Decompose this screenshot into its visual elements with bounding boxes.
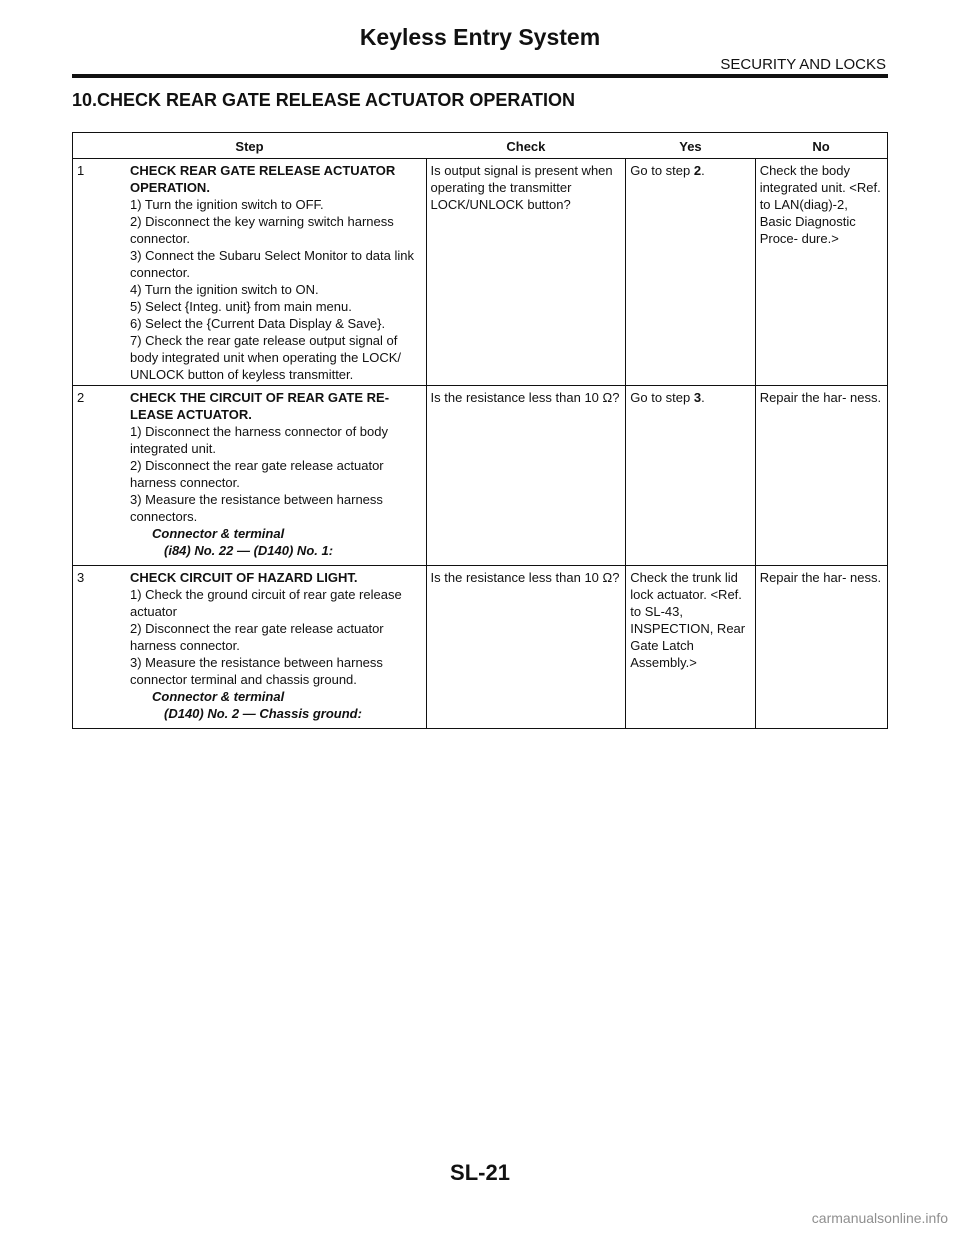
no-cell: Repair the har- ness.: [755, 386, 887, 566]
procedure-table: [72, 132, 888, 729]
step-body: [130, 162, 422, 383]
yes-suffix: .: [701, 163, 705, 178]
column-header-check: Check: [426, 133, 626, 159]
yes-suffix: .: [701, 390, 705, 405]
instruction-line: 6) Select the {Current Data Display & Save}.: [130, 316, 386, 331]
column-header-yes: Yes: [626, 133, 755, 159]
no-cell: Check the body integrated unit. <Ref. to LAN(diag)-2, Basic Diagnostic Proce- dure.>: [755, 159, 887, 386]
step-body: [130, 569, 422, 726]
spec-value: (D140) No. 2 — Chassis ground:: [164, 706, 362, 721]
section-name: SECURITY AND LOCKS: [720, 56, 886, 73]
instruction-line: 1) Turn the ignition switch to OFF.: [130, 197, 324, 212]
table-header-row: [73, 133, 888, 159]
yes-cell: [626, 566, 755, 729]
page-title: Keyless Entry System: [359, 24, 601, 50]
yes-cell: [626, 159, 755, 386]
instruction-line: 1) Check the ground circuit of rear gate release actuator: [130, 587, 402, 619]
check-cell: Is the resistance less than 10 Ω?: [426, 566, 626, 729]
table-row: [73, 159, 888, 386]
step-title: CHECK REAR GATE RELEASE ACTUATOR OPERATION.: [130, 163, 396, 195]
table-row: [73, 386, 888, 566]
yes-cell: [626, 386, 755, 566]
step-cell: [73, 566, 427, 729]
instruction-line: 3) Connect the Subaru Select Monitor to data link connector.: [130, 248, 414, 280]
spec-label: Connector & terminal: [152, 526, 285, 541]
procedure-heading: 10.CHECK REAR GATE RELEASE ACTUATOR OPERATION: [72, 90, 576, 110]
step-title: CHECK THE CIRCUIT OF REAR GATE RE- LEASE ACTUATOR.: [130, 390, 390, 422]
spec-label: Connector & terminal: [152, 689, 285, 704]
yes-prefix: Go to step: [630, 163, 694, 178]
step-cell: [73, 386, 427, 566]
yes-prefix: Go to step: [630, 390, 694, 405]
check-cell: Is the resistance less than 10 Ω?: [426, 386, 626, 566]
instruction-line: 7) Check the rear gate release output signal of body integrated unit when operating the LOCK/ UNLOCK button of keyless transmitter.: [130, 333, 402, 382]
instruction-line: 5) Select {Integ. unit} from main menu.: [130, 299, 352, 314]
column-header-no: No: [755, 133, 887, 159]
instruction-line: 2) Disconnect the rear gate release actuator harness connector.: [130, 621, 384, 653]
yes-text: Check the trunk lid lock actuator. <Ref. to SL-43, INSPECTION, Rear Gate Latch Assembly.>: [630, 570, 746, 670]
table-row: [73, 566, 888, 729]
instruction-line: 2) Disconnect the rear gate release actuator harness connector.: [130, 458, 384, 490]
instruction-line: 2) Disconnect the key warning switch harness connector.: [130, 214, 394, 246]
no-cell: Repair the har- ness.: [755, 566, 887, 729]
spec-value: (i84) No. 22 — (D140) No. 1:: [164, 543, 334, 558]
yes-step-link[interactable]: 2: [693, 163, 702, 178]
step-number: 1: [77, 163, 85, 178]
instruction-line: 3) Measure the resistance between harness connectors.: [130, 492, 383, 524]
step-body: [130, 389, 422, 563]
header-rule: [72, 74, 888, 78]
column-header-step: Step: [73, 133, 427, 159]
instruction-line: 1) Disconnect the harness connector of body integrated unit.: [130, 424, 388, 456]
step-cell: [73, 159, 427, 386]
step-number: 2: [77, 390, 85, 405]
yes-step-link[interactable]: 3: [693, 390, 702, 405]
page-number: SL-21: [450, 1160, 510, 1185]
watermark: carmanualsonline.info: [811, 1210, 948, 1226]
step-number: 3: [77, 570, 85, 585]
instruction-line: 3) Measure the resistance between harness connector terminal and chassis ground.: [130, 655, 383, 687]
instruction-line: 4) Turn the ignition switch to ON.: [130, 282, 319, 297]
step-title: CHECK CIRCUIT OF HAZARD LIGHT.: [130, 570, 358, 585]
check-cell: Is output signal is present when operating the transmitter LOCK/UNLOCK button?: [426, 159, 626, 386]
